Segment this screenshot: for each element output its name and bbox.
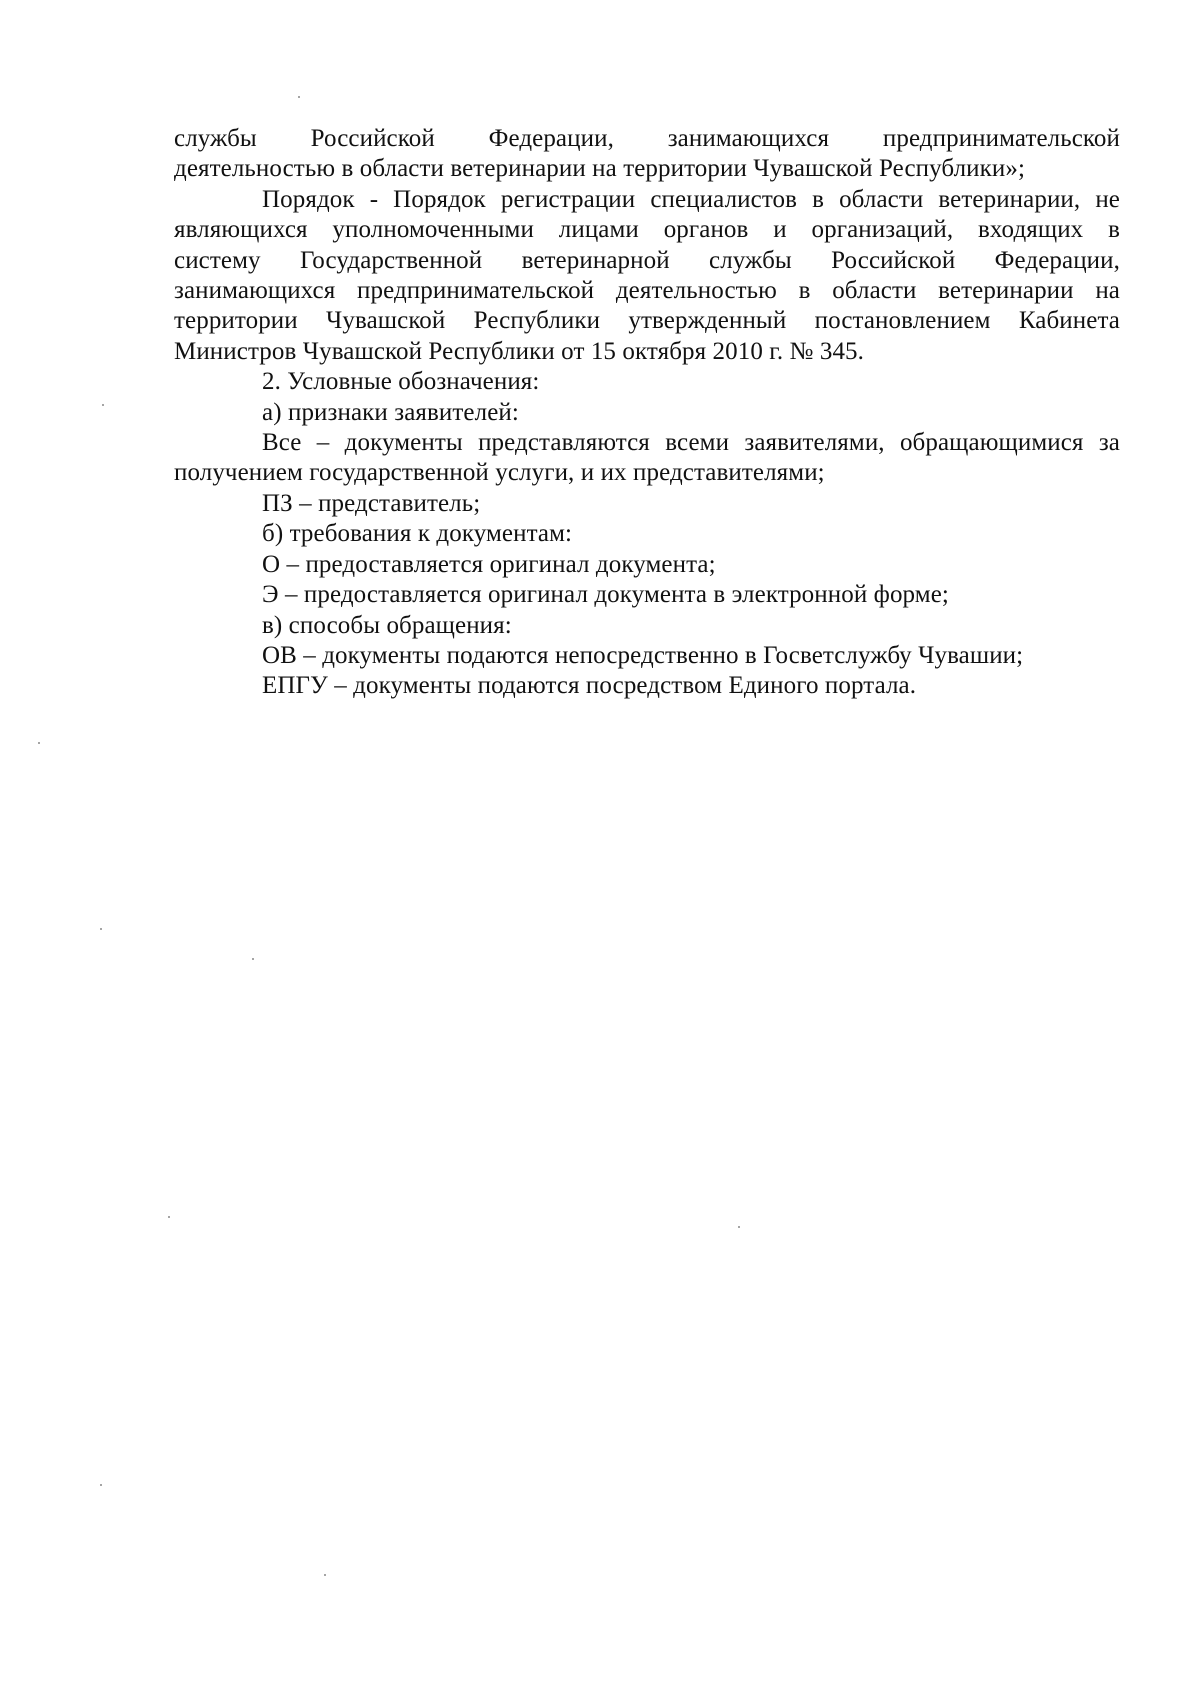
scan-speck <box>102 404 104 406</box>
legend-item-original: О – предоставляется оригинал документа; <box>262 550 716 578</box>
scan-speck <box>324 1574 326 1576</box>
legend-item-electronic: Э – предоставляется оригинал документа в электронной форме; <box>262 581 949 609</box>
text-line: территории Чувашской Республики утвержденный постановлением Кабинета <box>174 307 1120 335</box>
text-line: занимающихся предпринимательской деятельностью в области ветеринарии на <box>174 277 1120 305</box>
document-body <box>174 124 1120 702</box>
legend-item-unified-portal: ЕПГУ – документы подаются посредством Единого портала. <box>262 672 917 700</box>
scan-speck <box>100 928 102 930</box>
text-line: Все – документы представляются всеми заявителями, обращающимися за <box>262 429 1120 457</box>
legend-item-direct-submission: ОВ – документы подаются непосредственно в Госветслужбу Чувашии; <box>262 641 1024 669</box>
text-line: Министров Чувашской Республики от 15 октября 2010 г. № 345. <box>174 337 864 365</box>
subheading-submission-methods: в) способы обращения: <box>262 611 512 639</box>
legend-item-representative: ПЗ – представитель; <box>262 489 481 517</box>
scan-speck <box>252 958 254 960</box>
section-heading-legend: 2. Условные обозначения: <box>262 368 540 396</box>
paragraph-all-applicants <box>174 428 1120 489</box>
text-line: получением государственной услуги, и их представителями; <box>174 459 825 487</box>
text-line: деятельностью в области ветеринарии на территории Чувашской Республики»; <box>174 155 1026 183</box>
scan-speck <box>168 1216 170 1218</box>
subheading-applicant-signs: а) признаки заявителей: <box>262 398 519 426</box>
text-line: систему Государственной ветеринарной службы Российской Федерации, <box>174 246 1120 274</box>
text-line: являющихся уполномоченными лицами органов и организаций, входящих в <box>174 216 1120 244</box>
text-line: службы Российской Федерации, занимающихся предпринимательской <box>174 125 1120 152</box>
scan-speck <box>38 742 40 744</box>
scan-speck <box>100 1484 102 1486</box>
paragraph-poryadok-definition <box>174 185 1120 367</box>
text-line: Порядок - Порядок регистрации специалистов в области ветеринарии, не <box>262 185 1120 213</box>
paragraph-continuation <box>174 124 1120 185</box>
scan-speck <box>738 1226 740 1228</box>
scan-speck <box>298 96 300 98</box>
subheading-document-requirements: б) требования к документам: <box>262 520 573 548</box>
